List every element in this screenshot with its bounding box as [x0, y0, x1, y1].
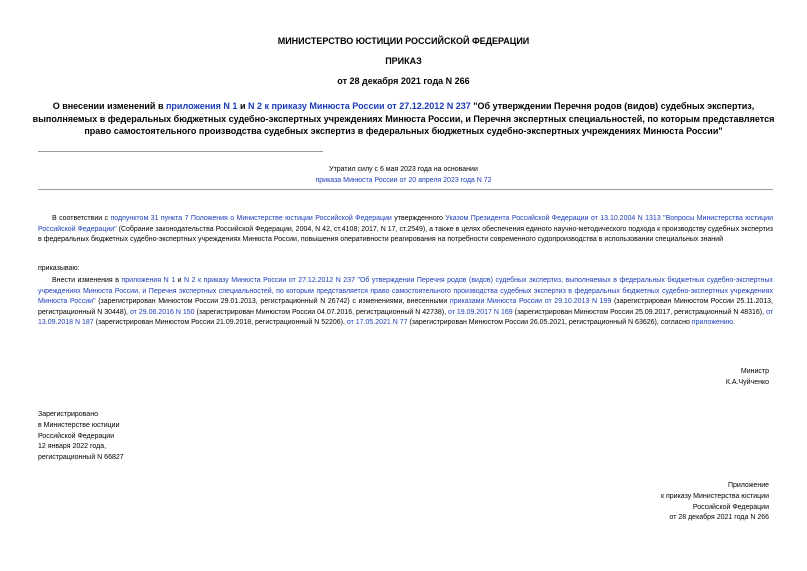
link-order-169[interactable]: от 19.09.2017 N 169	[448, 308, 513, 316]
order-word: приказываю:	[38, 265, 80, 272]
document-type: ПРИКАЗ	[385, 56, 422, 66]
link-order-199[interactable]: приказами Минюста России от 29.10.2013 N 199	[449, 298, 612, 305]
link-appendix-1[interactable]: приложения N 1	[121, 277, 176, 284]
registration-block: Зарегистрировано в Министерстве юстиции Российской Федерации 12 января 2022 года, регистрационный N 66827	[38, 411, 124, 462]
link-appendix[interactable]: приложению	[691, 319, 733, 326]
link-presidential-decree[interactable]: Указом Президента Российской Федерации от 13.10.2004 N 1313 "Вопросы Министерства юстиции Российской Федерации"	[38, 215, 773, 233]
title-line-1: О внесении изменений в приложения N 1 и N 2 к приказу Минюста России от 27.12.2012 N 237 "Об утверждении Перечня родов (видов) судебных экспертиз,	[52, 101, 755, 111]
link-repealing-order-72[interactable]: приказа Минюста России от 20 апреля 2023 года N 72	[315, 177, 492, 184]
divider-long	[38, 189, 773, 190]
link-order-187[interactable]: от 13.09.2018 N 187	[38, 308, 774, 326]
signature-name: К.А.Чуйченко	[725, 378, 769, 386]
signature-block	[726, 367, 769, 389]
document-title	[30, 100, 777, 138]
ministry-heading: МИНИСТЕРСТВО ЮСТИЦИИ РОССИЙСКОЙ ФЕДЕРАЦИИ	[277, 36, 530, 46]
title-line-2: выполняемых в федеральных бюджетных судебно-экспертных учреждениях Минюста России, и Перечня экспертных специальностей, по которым представляется	[32, 113, 775, 124]
appendix-block: Приложение к приказу Министерства юстиции Российской Федерации от 28 декабря 2021 года N 266	[660, 482, 769, 522]
link-order-150[interactable]: от 29.06.2016 N 150	[129, 308, 195, 316]
title-link-appendix-1[interactable]: приложения N 1	[166, 101, 238, 111]
link-order-237[interactable]: N 2 к приказу Минюста России от 27.12.2012 N 237 "Об утверждении Перечня родов (видов) судебных экспертиз, выполняемых в федеральных бюджетных судебно-экспертных учреждениях Минюста России, и Перечня экспертных специальностей, по которым представляется право самостоятельного производства судебных экспертиз в федеральных бюджетных судебно-экспертных учреждениях Минюста России"	[38, 277, 773, 305]
preamble-paragraph: В соответствии с подпунктом 31 пункта 7 Положения о Министерстве юстиции Российской Федерации утвержденного Указом Президента Российской Федерации от 13.10.2004 N 1313 "Вопросы Министерства юстиции Российской Федерации" (Собрание законодательства Российской Федерации, 2004, N 42, ст.4108; 2017, N 17, ст.2549), а также в целях обеспечения единого научно-методического подхода к производству судебных экспертиз в федеральных бюджетных судебно-экспертных учреждениях Минюста России, повышения оперативности реагирования на потребности современного судопроизводства в использовании специальных знаний	[38, 215, 774, 243]
divider-short	[38, 151, 323, 152]
link-order-77[interactable]: от 17.05.2021 N 77	[346, 319, 408, 326]
link-regulation-clause[interactable]: подпунктом 31 пункта 7 Положения о Министерстве юстиции Российской Федерации	[110, 215, 392, 222]
validity-note: Утратил силу с 6 мая 2023 года на основании	[329, 166, 478, 173]
body-paragraph: Внести изменения в приложения N 1 и N 2 к приказу Минюста России от 27.12.2012 N 237 "Об утверждении Перечня родов (видов) судебных экспертиз, выполняемых в федеральных бюджетных судебно-экспертных учреждениях Минюста России, и Перечня экспертных специальностей, по которым представляется право самостоятельного производства судебных экспертиз в федеральных бюджетных судебно-экспертных учреждениях Минюста России" (зарегистрирован Минюстом России 29.01.2013, регистрационный N 26742) с изменениями, внесенными приказами Минюста России от 29.10.2013 N 199 (зарегистрирован Минюстом России 25.11.2013, регистрационный N 30448), от 29.06.2016 N 150 (зарегистрирован Минюстом России 04.07.2016, регистрационный N 42738), от 19.09.2017 N 169 (зарегистрирован Минюстом России 25.09.2017, регистрационный N 48316), от 13.09.2018 N 187 (зарегистрирован Минюстом России 21.09.2018, регистрационный N 52206), от 17.05.2021 N 77 (зарегистрирован Минюстом России 26.05.2021, регистрационный N 63626), согласно приложению.	[38, 277, 774, 326]
document-date-number: от 28 декабря 2021 года N 266	[337, 76, 470, 86]
signature-position: Министр	[740, 368, 769, 375]
title-line-3: право самостоятельного производства судебных экспертиз в федеральных бюджетных судебно-экспертных учреждениях Минюста России"	[84, 126, 723, 136]
title-link-order-237[interactable]: N 2 к приказу Минюста России от 27.12.2012 N 237	[247, 101, 471, 111]
